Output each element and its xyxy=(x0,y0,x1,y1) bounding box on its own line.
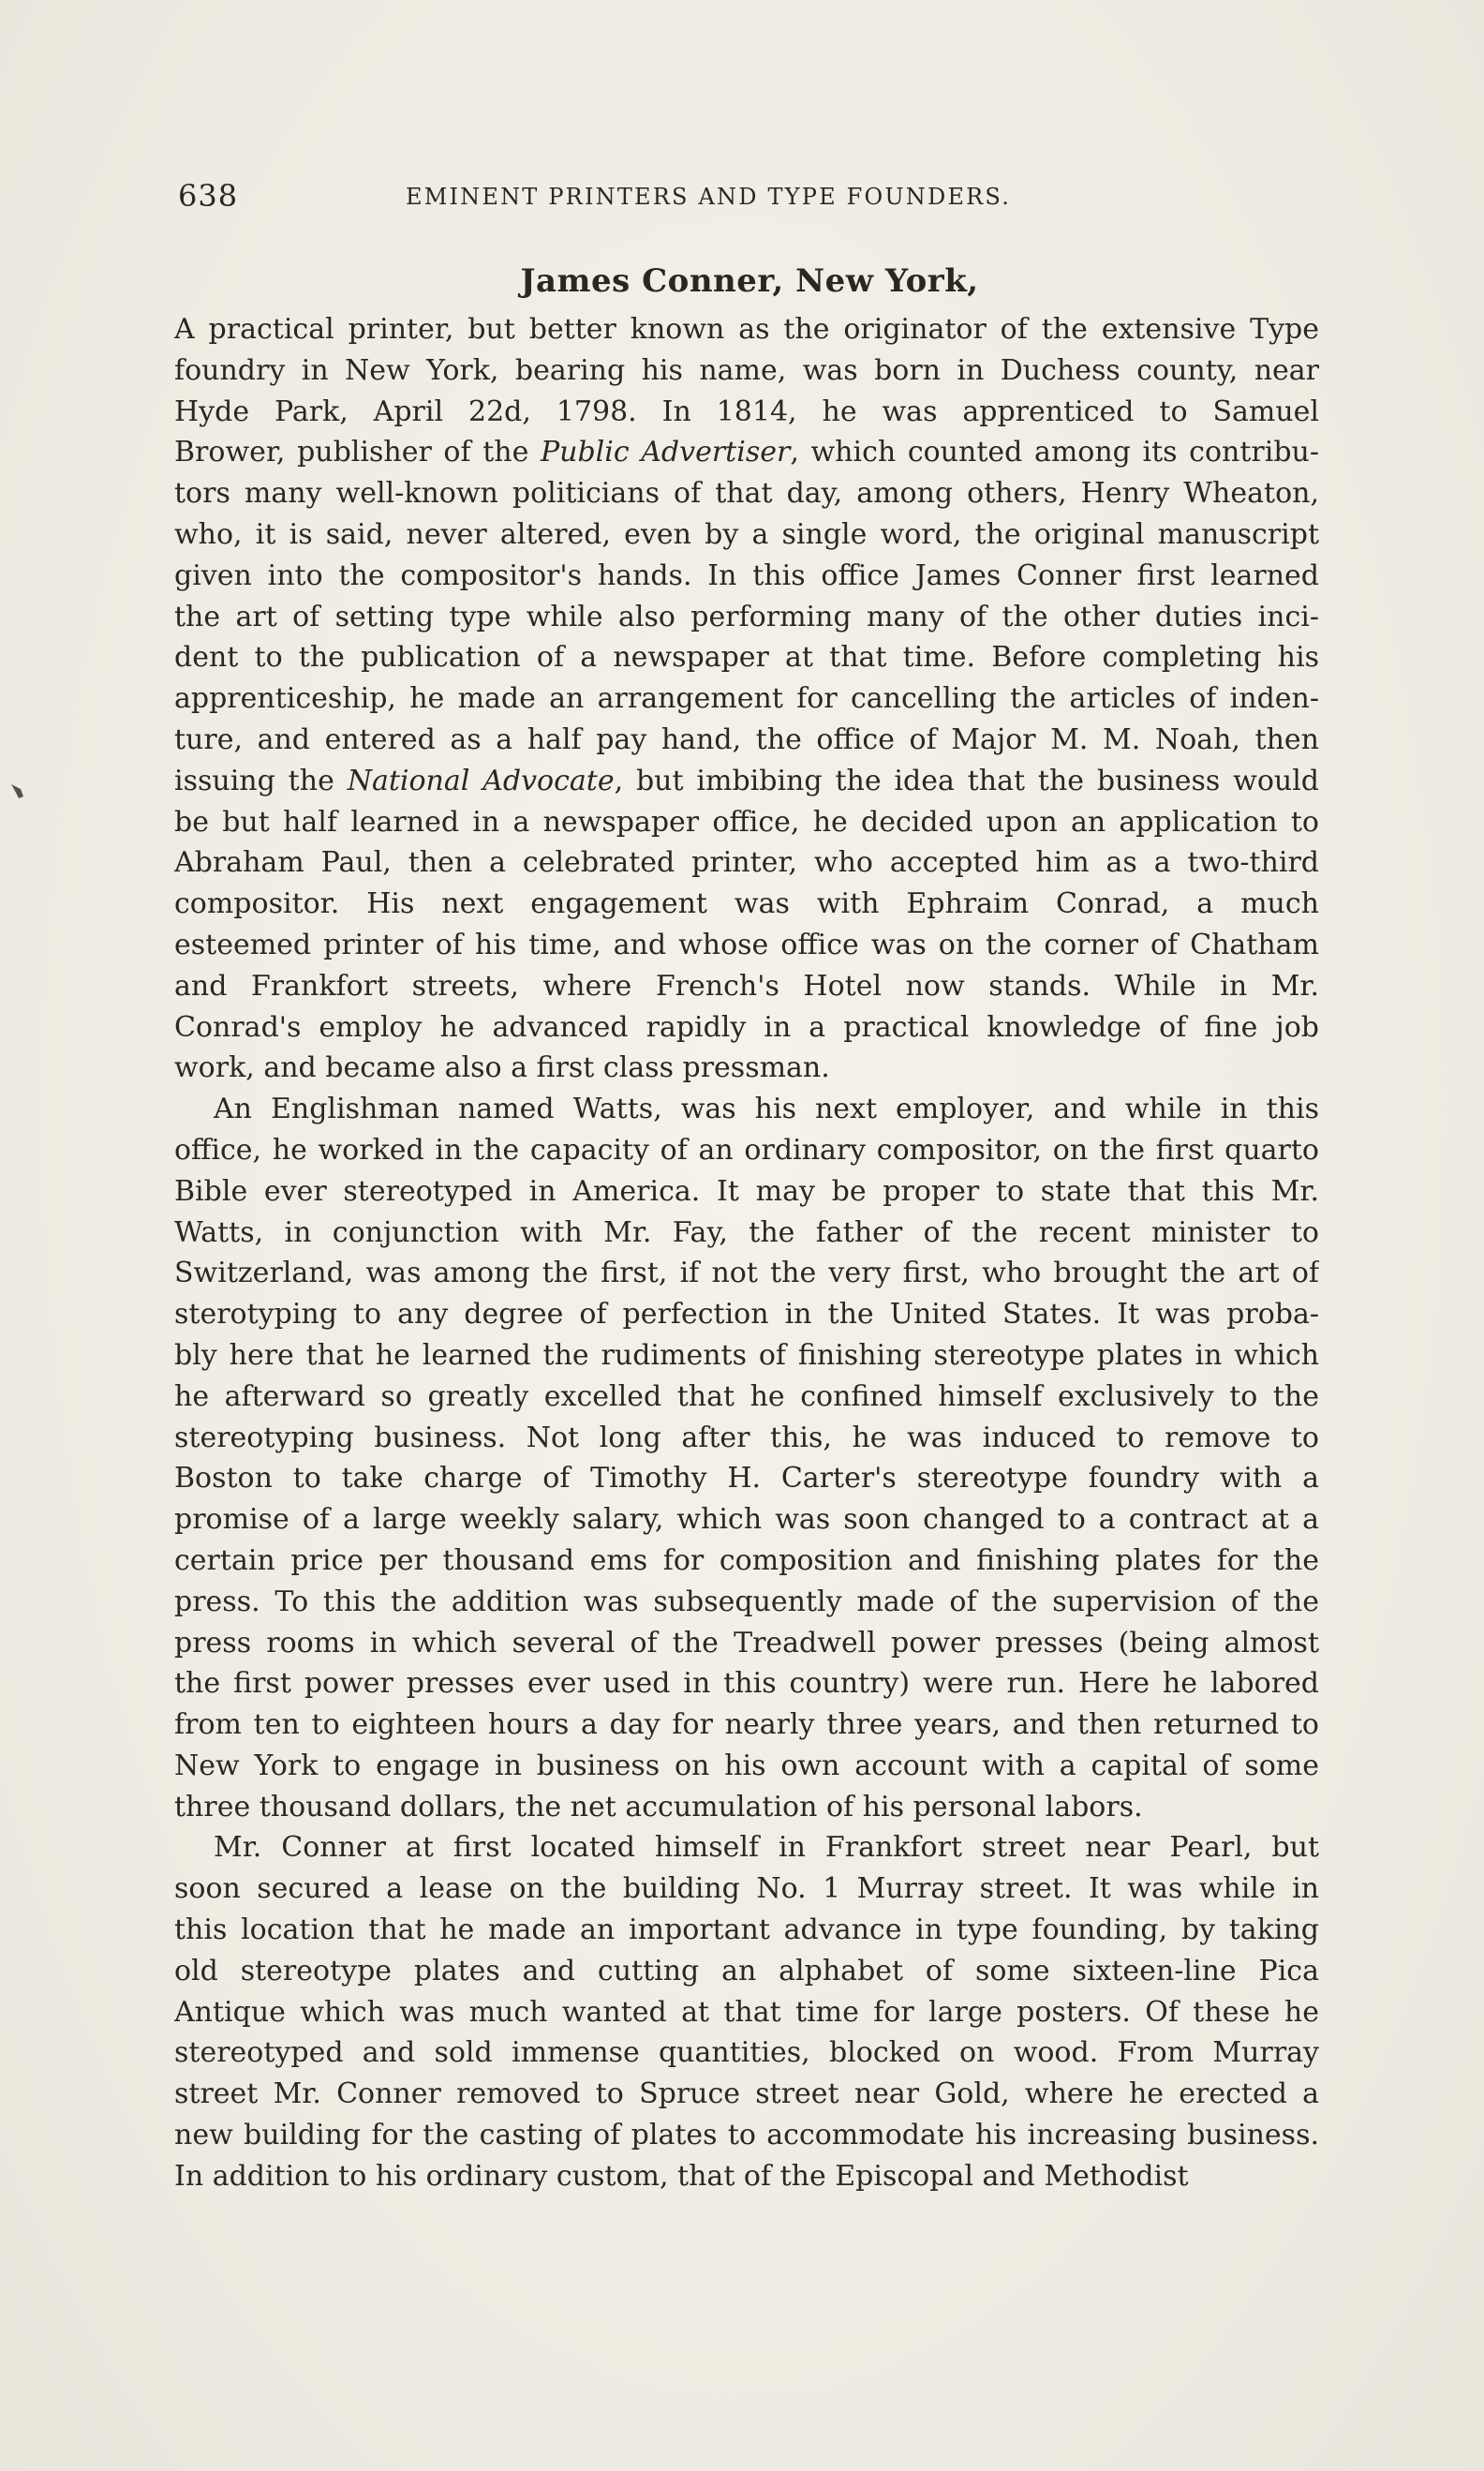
article-title: James Conner, New York, xyxy=(520,262,979,300)
text-line: ture, and entered as a half pay hand, the office of Major M. M. Noah, then xyxy=(174,722,1319,756)
text-line: sterotyping to any degree of perfection in the United States. It was proba- xyxy=(174,1298,1319,1332)
text-line: esteemed printer of his time, and whose office was on the corner of Chatham xyxy=(174,928,1319,961)
text-line: Boston to take charge of Timothy H. Carter's stereotype foundry with a xyxy=(174,1462,1319,1496)
text-line: Brower, publisher of the Public Advertiser, which counted among its contribu- xyxy=(174,436,1319,469)
italic-title: Public Advertiser xyxy=(540,436,791,469)
text-line: apprenticeship, he made an arrangement for cancelling the articles of inden- xyxy=(174,682,1319,716)
text-line: he afterward so greatly excelled that he confined himself exclusively to the xyxy=(174,1379,1319,1413)
text-line: certain price per thousand ems for composition and finishing plates for the xyxy=(174,1543,1319,1577)
text-line: Mr. Conner at first located himself in Frankfort street near Pearl, but xyxy=(214,1831,1319,1865)
text-line: Switzerland, was among the first, if not the very first, who brought the art of xyxy=(174,1257,1319,1290)
text-line: dent to the publication of a newspaper at that time. Before completing his xyxy=(174,641,1319,675)
text-line: Abraham Paul, then a celebrated printer, who accepted him as a two-third xyxy=(174,846,1319,880)
text-line: stereotyped and sold immense quantities, blocked on wood. From Murray xyxy=(174,2036,1319,2070)
text-line: work, and became also a first class pressman. xyxy=(174,1051,830,1085)
text-line: foundry in New York, bearing his name, was born in Duchess county, near xyxy=(174,353,1319,387)
text-line: A practical printer, but better known as the originator of the extensive Type xyxy=(174,313,1319,346)
text-line: this location that he made an important advance in type founding, by taking xyxy=(174,1913,1319,1947)
text-line: press. To this the addition was subsequently made of the supervision of the xyxy=(174,1585,1319,1618)
text-line: promise of a large weekly salary, which was soon changed to a contract at a xyxy=(174,1503,1319,1537)
text-line: In addition to his ordinary custom, that of the Episcopal and Methodist xyxy=(174,2159,1189,2193)
text-line: stereotyping business. Not long after this, he was induced to remove to xyxy=(174,1421,1319,1454)
text-line: three thousand dollars, the net accumulation of his personal labors. xyxy=(174,1790,1143,1823)
text-line: compositor. His next engagement was with Ephraim Conrad, a much xyxy=(174,887,1319,921)
text-line: street Mr. Conner removed to Spruce street near Gold, where he erected a xyxy=(174,2077,1319,2111)
italic-title: National Advocate xyxy=(347,764,615,797)
text-line: tors many well-known politicians of that day, among others, Henry Wheaton, xyxy=(174,477,1319,511)
article-body xyxy=(174,309,1319,2197)
text-line: the art of setting type while also performing many of the other duties inci- xyxy=(174,600,1319,633)
text-line: bly here that he learned the rudiments of finishing stereotype plates in which xyxy=(174,1338,1319,1372)
text-line: old stereotype plates and cutting an alphabet of some sixteen-line Pica xyxy=(174,1954,1319,1987)
text-line: Hyde Park, April 22d, 1798. In 1814, he was apprenticed to Samuel xyxy=(174,394,1319,428)
text-line: new building for the casting of plates to accommodate his increasing business. xyxy=(174,2119,1319,2152)
text-line: issuing the National Advocate, but imbibing the idea that the business would xyxy=(174,764,1319,797)
text-line: Bible ever stereotyped in America. It may be proper to state that this Mr. xyxy=(174,1174,1319,1208)
running-title: EMINENT PRINTERS AND TYPE FOUNDERS. xyxy=(406,184,1012,210)
text-line: Conrad's employ he advanced rapidly in a practical knowledge of fine job xyxy=(174,1010,1319,1044)
text-line: Watts, in conjunction with Mr. Fay, the father of the recent minister to xyxy=(174,1215,1319,1249)
text-line: the first power presses ever used in this country) were run. Here he labored xyxy=(174,1667,1319,1701)
margin-ink-mark-icon xyxy=(9,781,26,802)
text-line: press rooms in which several of the Treadwell power presses (being almost xyxy=(174,1626,1319,1660)
running-head xyxy=(178,178,1077,219)
text-line: given into the compositor's hands. In this office James Conner first learned xyxy=(174,558,1319,592)
text-line: who, it is said, never altered, even by a single word, the original manuscript xyxy=(174,517,1319,551)
text-line: office, he worked in the capacity of an ordinary compositor, on the first quarto xyxy=(174,1133,1319,1167)
text-line: New York to engage in business on his own account with a capital of some xyxy=(174,1749,1319,1782)
text-line: be but half learned in a newspaper office, he decided upon an application to xyxy=(174,805,1319,839)
text-line: An Englishman named Watts, was his next employer, and while in this xyxy=(214,1093,1319,1126)
text-line: soon secured a lease on the building No. 1 Murray street. It was while in xyxy=(174,1872,1319,1906)
text-line: and Frankfort streets, where French's Hotel now stands. While in Mr. xyxy=(174,969,1319,1003)
page-number: 638 xyxy=(178,178,239,214)
text-line: Antique which was much wanted at that time for large posters. Of these he xyxy=(174,1995,1319,2029)
text-line: from ten to eighteen hours a day for nearly three years, and then returned to xyxy=(174,1708,1319,1742)
